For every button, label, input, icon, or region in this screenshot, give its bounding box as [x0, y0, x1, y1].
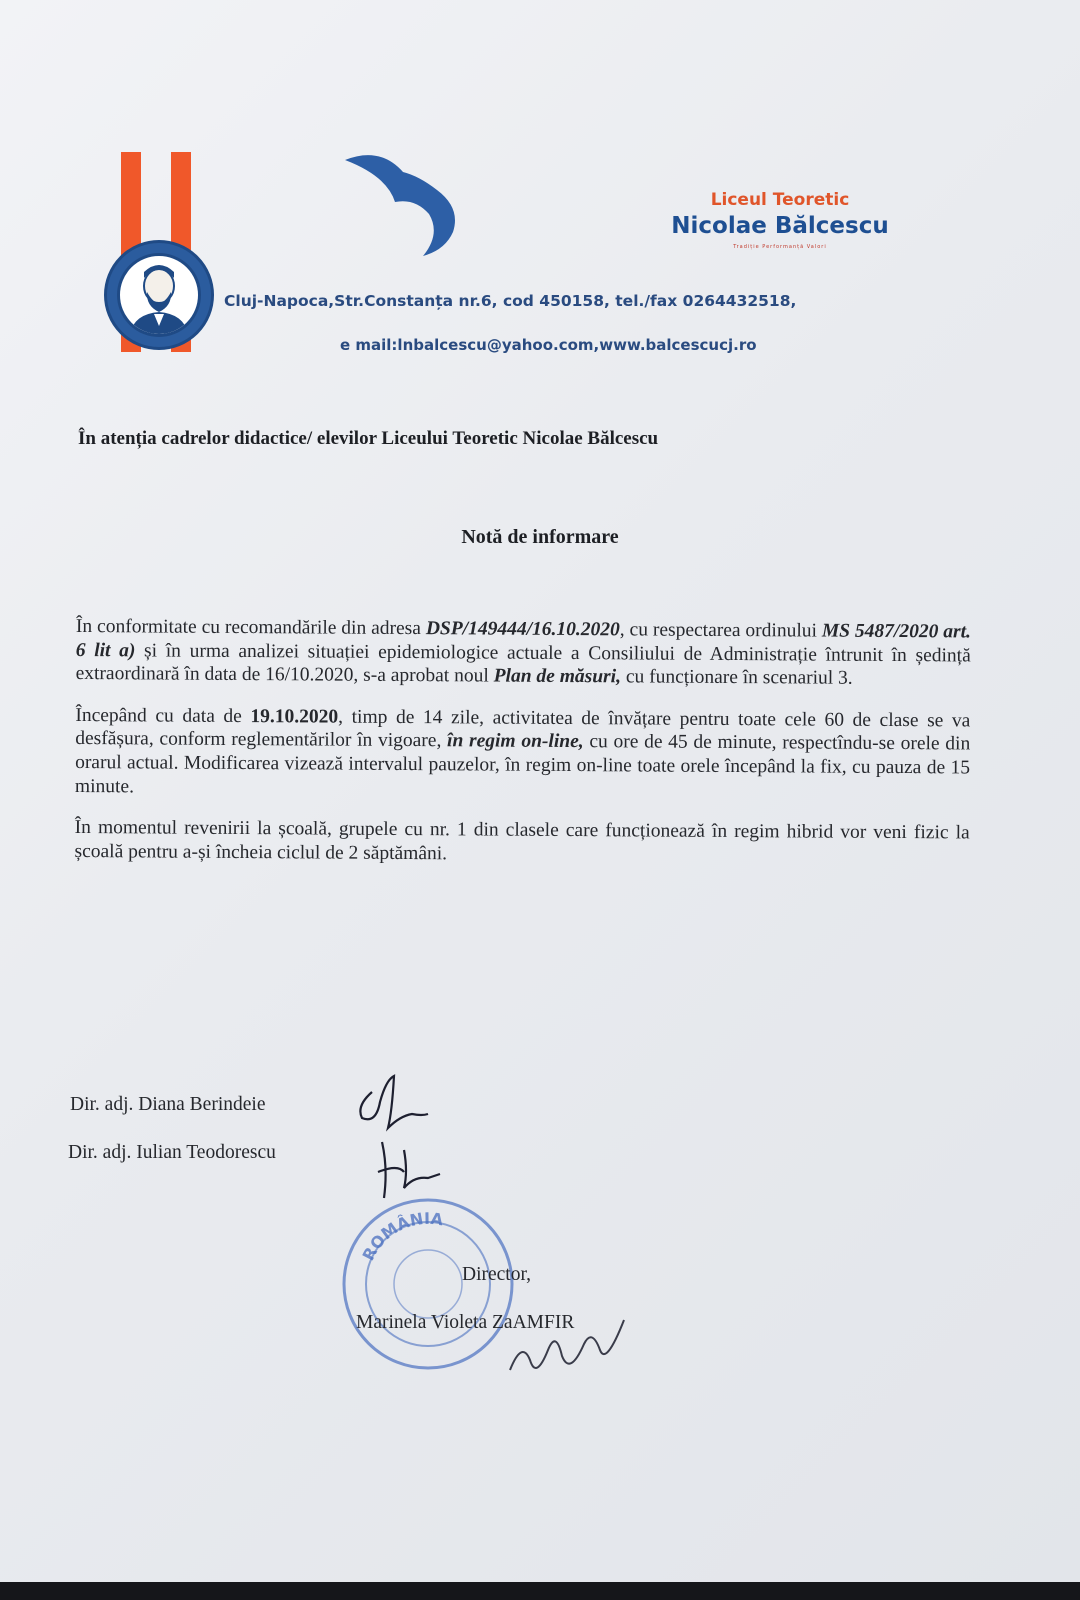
director-signature-icon — [500, 1300, 630, 1390]
paragraph-1: În conformitate cu recomandările din adresa DSP/149444/16.10.2020, cu respectarea ordinului MS 5487/2020 art. 6 lit a) și în urma analizei situației epidemiologice actuale a Consiliului de Administrație întrunit în ședință extraordinară în data de 16/10.2020, s-a aprobat noul Plan de măsuri, cu funcționare în scenariul 3. — [75, 616, 971, 689]
plan-label: Plan de măsuri, — [493, 665, 622, 688]
document-title: Notă de informare — [461, 526, 619, 548]
start-date: 19.10.2020 — [250, 705, 339, 728]
attention-line: În atenția cadrelor didactice/ elevilor Liceului Teoretic Nicolae Bălcescu — [78, 428, 659, 449]
document-body — [74, 615, 971, 887]
svg-text:ROMÂNIA: ROMÂNIA — [358, 1208, 445, 1264]
director-name: Marinela Violeta ZaAMFIR — [356, 1312, 575, 1333]
logo-medallion — [104, 240, 214, 350]
school-tagline: Tradiție Performanță Valori — [733, 244, 827, 250]
deputy-director-2: Dir. adj. Iulian Teodorescu — [68, 1142, 276, 1163]
portrait-icon — [120, 256, 198, 334]
school-kind: Liceul Teoretic — [710, 190, 850, 210]
deputy-director-1: Dir. adj. Diana Berindeie — [70, 1094, 266, 1115]
paragraph-3: În momentul revenirii la școală, grupele cu nr. 1 din clasele care funcționează în regim hibrid vor veni fizic la școală pentru a-și încheia ciclul de 2 săptămâni. — [74, 817, 970, 865]
screen-bottom-bar — [0, 1582, 1080, 1600]
bird-logo-icon — [345, 150, 465, 260]
reference-ms: MS 5487/2020 art. 6 lit a) — [75, 620, 971, 661]
school-name: Nicolae Bălcescu — [671, 213, 889, 239]
paragraph-2: Începând cu data de 19.10.2020, timp de 14 zile, activitatea de învățare pentru toate cele 60 de clase se va desfășura, conform reglementărilor în vigoare, în regim on-line, cu ore de 45 de minute, respectîndu-se orele din orarul actual. Modificarea vizează intervalul pauzelor, în regim on-line toate orele începând la fix, cu pauza de 15 minute. — [74, 704, 971, 797]
reference-dsp: DSP/149444/16.10.2020 — [425, 618, 620, 641]
online-mode: în regim on-line, — [447, 730, 584, 753]
school-contact: e mail:lnbalcescu@yahoo.com,www.balcescucj.ro — [340, 336, 757, 354]
school-address: Cluj-Napoca,Str.Constanța nr.6, cod 450158, tel./fax 0264432518, — [224, 292, 797, 310]
director-label: Director, — [462, 1264, 532, 1285]
